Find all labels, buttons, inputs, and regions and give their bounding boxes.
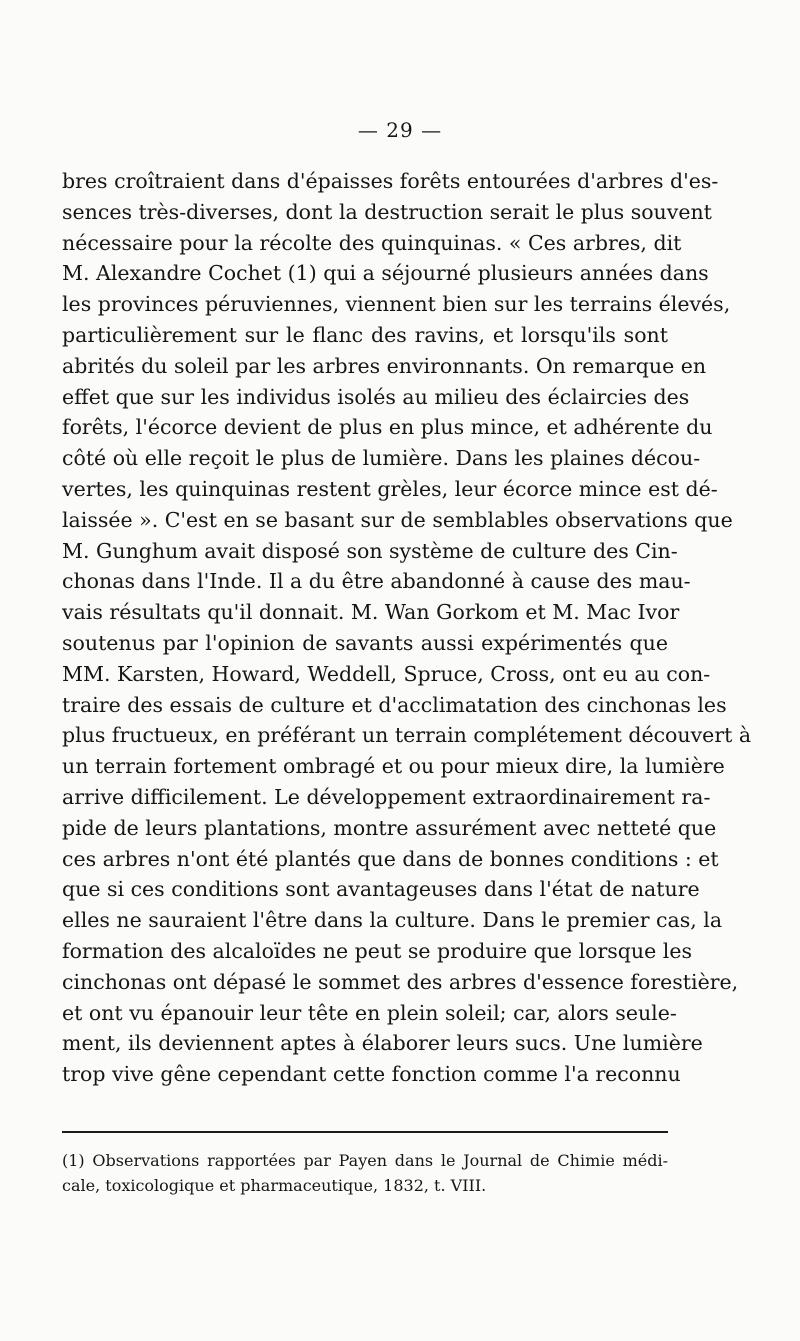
body-text-line: laissée ». C'est en se basant sur de semblables observations que — [62, 507, 733, 532]
body-text-line: plus fructueux, en préférant un terrain complétement découvert à — [62, 723, 752, 748]
body-text-line: bres croîtraient dans d'épaisses forêts entourées d'arbres d'es- — [62, 169, 719, 193]
footnote — [62, 1148, 668, 1198]
body-text-line: que si ces conditions sont avantageuses dans l'état de nature — [62, 877, 700, 902]
body-text-line: sences très-diverses, dont la destruction serait le plus souvent — [62, 199, 712, 224]
body-text-line: forêts, l'écorce devient de plus en plus mince, et adhérente du — [62, 415, 713, 440]
body-text-line: trop vive gêne cependant cette fonction comme l'a reconnu — [62, 1062, 681, 1087]
body-text-line: et ont vu épanouir leur tête en plein soleil; car, alors seule- — [62, 1000, 677, 1025]
body-text-line: arrive difficilement. Le développement extraordinairement ra- — [62, 784, 711, 809]
body-text-line: un terrain fortement ombragé et ou pour mieux dire, la lumière — [62, 754, 725, 779]
body-text-line: M. Alexandre Cochet (1) qui a séjourné plusieurs années dans — [62, 261, 709, 286]
body-text-line: ces arbres n'ont été plantés que dans de bonnes conditions : et — [62, 846, 719, 871]
body-text-line: M. Gunghum avait disposé son système de culture des Cin- — [62, 538, 678, 563]
body-text-line: chonas dans l'Inde. Il a du être abandonné à cause des mau- — [62, 569, 691, 594]
body-text-line: vais résultats qu'il donnait. M. Wan Gorkom et M. Mac Ivor — [62, 600, 680, 625]
body-text-line: pide de leurs plantations, montre assurément avec netteté que — [62, 815, 717, 840]
footnote-line: cale, toxicologique et pharmaceutique, 1832, t. VIII. — [62, 1176, 487, 1195]
body-text-line: vertes, les quinquinas restent grèles, leur écorce mince est dé- — [62, 476, 718, 501]
body-text-line: soutenus par l'opinion de savants aussi expérimentés que — [62, 630, 668, 655]
page-number: — 29 — — [357, 118, 443, 142]
body-text-line: particulièrement sur le flanc des ravins, et lorsqu'ils sont — [62, 322, 668, 347]
body-text-line: les provinces péruviennes, viennent bien sur les terrains élevés, — [62, 292, 731, 317]
body-text-line: traire des essais de culture et d'acclimatation des cinchonas les — [62, 692, 727, 717]
body-text-line: ment, ils deviennent aptes à élaborer leurs sucs. Une lumière — [62, 1031, 703, 1056]
footnote-line: (1) Observations rapportées par Payen dans le Journal de Chimie médi- — [62, 1151, 668, 1170]
body-text-line: nécessaire pour la récolte des quinquinas. « Ces arbres, dit — [62, 230, 682, 255]
footnote-divider — [62, 1131, 668, 1133]
body-text-line: MM. Karsten, Howard, Weddell, Spruce, Cross, ont eu au con- — [62, 661, 711, 686]
body-text-line: côté où elle reçoit le plus de lumière. Dans les plaines décou- — [62, 446, 701, 471]
body-text-line: cinchonas ont dépasé le sommet des arbres d'essence forestière, — [62, 969, 739, 994]
body-text-line: elles ne sauraient l'être dans la culture. Dans le premier cas, la — [62, 908, 723, 933]
body-text-line: effet que sur les individus isolés au milieu des éclaircies des — [62, 384, 690, 409]
body-text-line: formation des alcaloïdes ne peut se produire que lorsque les — [62, 938, 692, 963]
body-text-line: abrités du soleil par les arbres environnants. On remarque en — [62, 353, 707, 378]
body-text — [62, 166, 752, 1090]
